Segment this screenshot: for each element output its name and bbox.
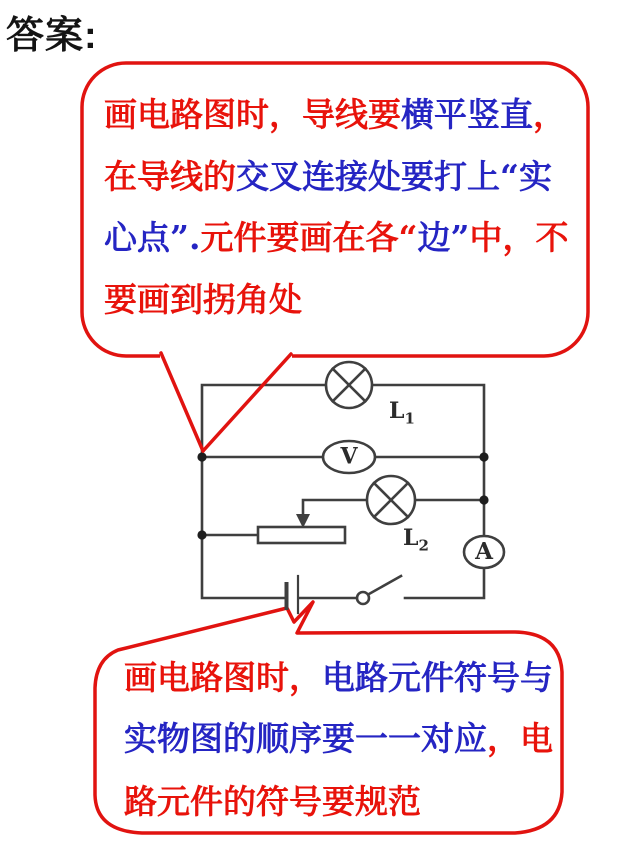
voltmeter-label: V: [340, 443, 358, 470]
page-title: 答案:: [6, 15, 98, 57]
callout-line: [124, 659, 553, 698]
top-callout-tail: [161, 353, 291, 451]
circuit-wires: [202, 385, 484, 598]
callout-text-segment: 交叉连接处要打上“实: [236, 157, 552, 196]
callout-text-segment: 实物图的顺序要一一对应: [124, 719, 487, 758]
callout-text-segment: ，: [533, 95, 566, 134]
callout-text-segment: 元件要画在各“: [200, 218, 418, 257]
callout-text-segment: 画电路图时，导线要: [104, 95, 401, 134]
callout-text-segment: ，电: [487, 719, 553, 758]
lamp-L1-subscript: 1: [404, 409, 415, 428]
callout-text-segment: 在导线的: [104, 157, 236, 196]
switch-symbol: [357, 592, 369, 604]
rheostat-symbol: [258, 527, 345, 543]
callout-line: [104, 219, 568, 258]
callout-line: [104, 96, 566, 135]
callout-line: [104, 281, 302, 320]
callout-line: [124, 783, 421, 822]
lamp-L2-symbol: [367, 476, 415, 524]
lamp-L1-symbol: [326, 362, 372, 408]
callout-text-segment: 路元件的符号要规范: [124, 782, 421, 821]
callout-text-segment: 电路元件符号与: [322, 658, 553, 697]
callout-line: [124, 720, 553, 759]
circuit-diagram: [197, 362, 504, 613]
ammeter-label: A: [475, 538, 493, 566]
callout-text-segment: 边”: [417, 218, 470, 257]
lamp-L2-label: [403, 527, 429, 553]
callout-text-segment: 要画到拐角处: [104, 280, 302, 319]
top-callout-tail-gap: [160, 349, 292, 361]
switch-lever: [369, 576, 401, 594]
callout-text-segment: 横平竖直: [401, 95, 533, 134]
lamp-L1-letter: L: [389, 398, 405, 424]
callout-text-segment: 心点”.: [104, 218, 201, 257]
lamp-L1-label: [389, 400, 415, 426]
callout-line: [104, 158, 552, 197]
lamp-L2-subscript: 2: [418, 536, 429, 555]
callout-text-segment: 中，不: [469, 218, 569, 257]
callout-text-segment: 画电路图时，: [124, 658, 322, 697]
lamp-L2-letter: L: [403, 525, 419, 551]
